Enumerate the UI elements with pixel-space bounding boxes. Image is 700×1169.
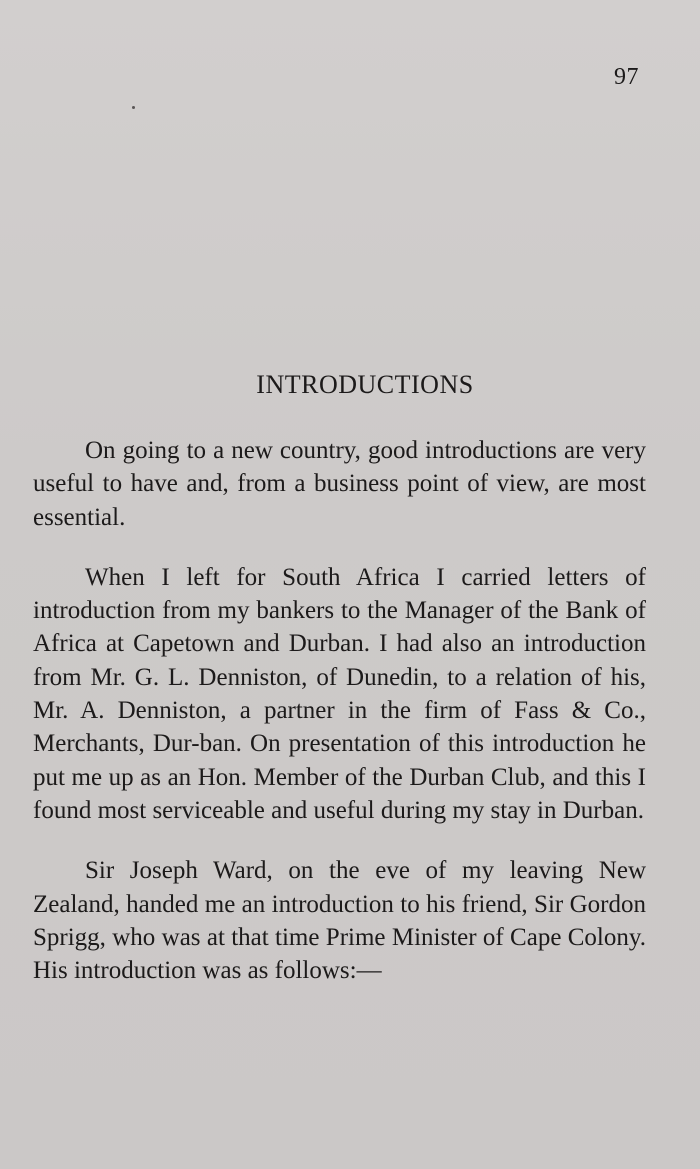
paragraph-1: On going to a new country, good introductions are very useful to have and, from a business point of view, are most essential. (33, 437, 646, 531)
body-text (33, 434, 646, 987)
paragraph-2: When I left for South Africa I carried letters of introduction from my bankers to the Manager of the Bank of Africa at Capetown and Durban. I had also an introduction from Mr. G. L. Denniston, of Dunedin, to a relation of his, Mr. A. Denniston, a partner in the firm of Fass & Co., Merchants, Dur-ban. On presentation of this introduction he put me up as an Hon. Member of the Durban Club, and this I found most serviceable and useful during my stay in Durban. (33, 563, 646, 824)
paragraph-3: Sir Joseph Ward, on the eve of my leaving New Zealand, handed me an introduction to his friend, Sir Gordon Sprigg, who was at that time Prime Minister of Cape Colony. His introduction was as follows:— (33, 857, 646, 985)
page-heading: INTRODUCTIONS (256, 370, 474, 399)
paper-speck (132, 106, 135, 109)
page-number: 97 (614, 64, 639, 90)
